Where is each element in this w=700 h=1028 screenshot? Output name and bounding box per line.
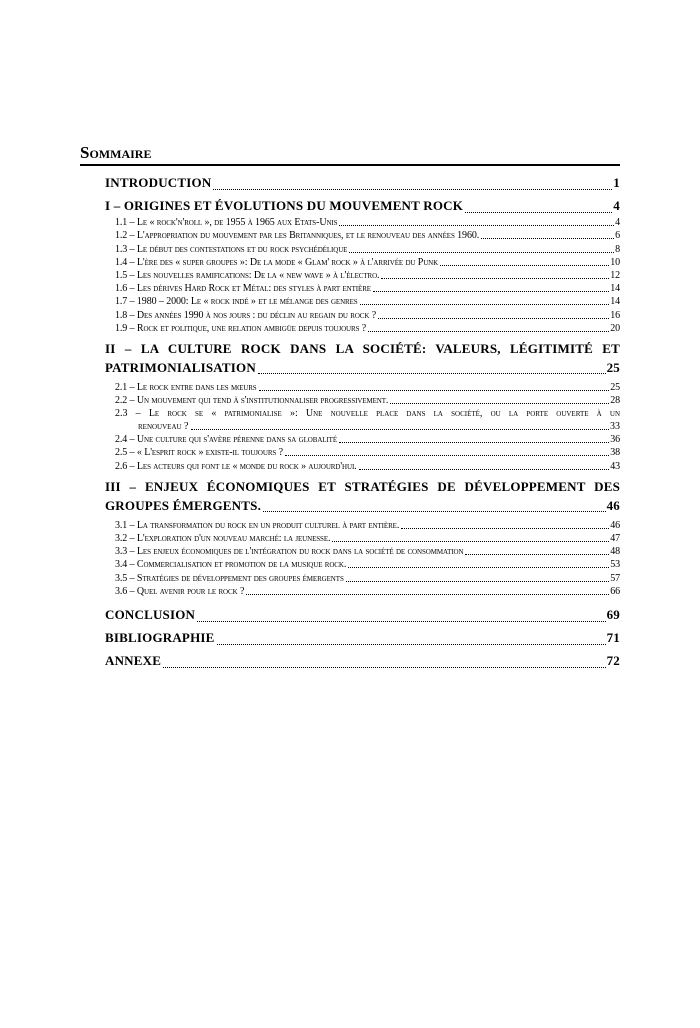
toc-label: 3.5 – Stratégies de développement des groupes émergents: [115, 572, 344, 584]
toc-subentry[interactable]: [105, 446, 620, 459]
toc-page: 12: [610, 269, 620, 281]
toc-label: I – ORIGINES ET ÉVOLUTIONS DU MOUVEMENT ROCK: [105, 198, 464, 213]
dot-leader: [191, 429, 610, 430]
toc-page: 38: [610, 447, 620, 459]
toc-label: 1.2 – L'appropriation du mouvement par les Britanniques, et le renouveau des années 1960.: [115, 230, 480, 242]
dot-leader: [373, 291, 609, 292]
toc-subentry[interactable]: [105, 585, 620, 598]
toc-page: 57: [610, 572, 620, 584]
dot-leader: [246, 594, 609, 595]
toc-subentry[interactable]: [105, 282, 620, 295]
toc-subentry[interactable]: [105, 394, 620, 407]
toc-entry-introduction[interactable]: [105, 170, 620, 193]
toc-page: 14: [610, 296, 620, 308]
toc-page: 43: [610, 460, 620, 472]
toc-subentry[interactable]: [105, 558, 620, 571]
dot-leader: [360, 304, 610, 305]
toc-subentry[interactable]: [105, 407, 620, 433]
dot-leader: [390, 403, 609, 404]
toc-page: 66: [610, 585, 620, 597]
toc-label: 2.1 – Le rock entre dans les mœurs: [115, 381, 257, 393]
dot-leader: [465, 554, 609, 555]
toc-label: 1.9 – Rock et politique, une relation ambigüe depuis toujours ?: [115, 322, 367, 334]
toc-label: INTRODUCTION: [105, 175, 212, 190]
toc-page: 16: [610, 309, 620, 321]
toc-subentry[interactable]: [105, 242, 620, 255]
toc-subentry[interactable]: [105, 381, 620, 394]
dot-leader: [332, 541, 609, 542]
toc-label: 3.6 – Quel avenir pour le rock ?: [115, 585, 245, 597]
toc-label: 2.2 – Un mouvement qui tend à s'institutionnaliser progressivement.: [115, 395, 389, 407]
dot-leader: [285, 455, 609, 456]
toc-page: 69: [606, 606, 620, 622]
toc-label-continued: renouveau ?: [138, 421, 189, 433]
toc-subentry[interactable]: [105, 545, 620, 558]
dot-leader: [349, 252, 614, 253]
toc-label: 1.1 – Le « rock'n'roll », de 1955 à 1965 aux Etats-Unis: [115, 217, 338, 229]
part2-subsections: [105, 381, 620, 473]
toc-label: 1.3 – Le début des contestations et du rock psychédélique: [115, 243, 348, 255]
toc-label-continued: GROUPES ÉMERGENTS.: [105, 497, 262, 513]
toc-subentry[interactable]: [105, 433, 620, 446]
dot-leader: [213, 189, 612, 190]
dot-leader: [339, 442, 609, 443]
dot-leader: [197, 621, 605, 622]
toc-subentry[interactable]: [105, 532, 620, 545]
toc-subentry[interactable]: [105, 269, 620, 282]
toc-label: 1.7 – 1980 – 2000: Le « rock indé » et le mélange des genres: [115, 296, 358, 308]
dot-leader: [163, 667, 605, 668]
toc-page: 46: [606, 497, 620, 513]
dot-leader: [401, 528, 609, 529]
toc-label: III – ENJEUX ÉCONOMIQUES ET STRATÉGIES DE DÉVELOPPEMENT DES: [105, 478, 620, 494]
toc-page: 25: [606, 359, 620, 375]
table-of-contents: [105, 170, 620, 671]
toc-page: 14: [610, 283, 620, 295]
toc-label: 2.6 – Les acteurs qui font le « monde du rock » aujourd'hui.: [115, 460, 357, 472]
toc-subentry[interactable]: [105, 571, 620, 584]
toc-page: 1: [613, 175, 620, 190]
toc-label-continued: PATRIMONIALISATION: [105, 359, 256, 375]
dot-leader: [465, 212, 612, 213]
dot-leader: [258, 373, 606, 374]
toc-page: 46: [610, 519, 620, 531]
toc-label: ANNEXE: [105, 652, 162, 668]
toc-page: 6: [615, 230, 620, 242]
toc-label: 1.8 – Des années 1990 à nos jours : du déclin au regain du rock ?: [115, 309, 377, 321]
toc-page: 4: [613, 198, 620, 213]
part3-subsections: [105, 519, 620, 598]
toc-page: 8: [615, 243, 620, 255]
toc-subentry[interactable]: [105, 229, 620, 242]
toc-entry-part1[interactable]: [105, 193, 620, 216]
toc-entry-bibliographie[interactable]: [105, 625, 620, 648]
toc-entry-part3[interactable]: [105, 477, 620, 515]
toc-label: 2.5 – « L'esprit rock » existe-il toujours ?: [115, 447, 283, 459]
toc-label: 3.4 – Commercialisation et promotion de la musique rock.: [115, 559, 347, 571]
toc-page: 72: [606, 652, 620, 668]
dot-leader: [339, 225, 614, 226]
dot-leader: [346, 581, 609, 582]
toc-label: 1.4 – L'ère des « super groupes »: De la mode « Glam' rock » à l'arrivée du Punk: [115, 256, 439, 268]
toc-label: 1.5 – Les nouvelles ramifications: De la « new wave » à l'électro.: [115, 269, 380, 281]
toc-label: 3.2 – L'exploration d'un nouveau marché: la jeunesse.: [115, 533, 331, 544]
dot-leader: [481, 238, 614, 239]
toc-page: 20: [610, 322, 620, 334]
part1-subsections: [105, 216, 620, 335]
toc-page: 71: [606, 629, 620, 645]
toc-label: BIBLIOGRAPHIE: [105, 629, 215, 645]
toc-label: 2.3 – Le rock se « patrimonialise »: Une nouvelle place dans la société, ou la porte ouverte à un: [115, 408, 620, 420]
toc-subentry[interactable]: [105, 459, 620, 472]
toc-label: II – LA CULTURE ROCK DANS LA SOCIÉTÉ: VALEURS, LÉGITIMITÉ ET: [105, 340, 620, 356]
toc-label: 2.4 – Une culture qui s'avère pérenne dans sa globalité: [115, 434, 338, 446]
toc-page: 4: [615, 217, 620, 229]
dot-leader: [217, 644, 606, 645]
toc-subentry[interactable]: [105, 295, 620, 308]
toc-page: 28: [610, 395, 620, 407]
toc-entry-annexe[interactable]: [105, 648, 620, 671]
toc-subentry[interactable]: [105, 216, 620, 229]
dot-leader: [348, 567, 609, 568]
toc-entry-part2[interactable]: [105, 339, 620, 377]
dot-leader: [381, 278, 609, 279]
dot-leader: [368, 331, 609, 332]
toc-subentry[interactable]: [105, 308, 620, 321]
page-title: Sommaire: [80, 143, 620, 166]
dot-leader: [378, 318, 609, 319]
toc-subentry[interactable]: [105, 519, 620, 532]
toc-page: 25: [610, 381, 620, 393]
toc-subentry[interactable]: [105, 256, 620, 269]
toc-label: 3.3 – Les enjeux économiques de l'intégration du rock dans la société de consommation: [115, 546, 464, 558]
dot-leader: [440, 265, 609, 266]
toc-label: 1.6 – Les dérives Hard Rock et Métal: des styles à part entière: [115, 283, 371, 295]
toc-page: 36: [610, 434, 620, 446]
toc-subentry[interactable]: [105, 322, 620, 335]
toc-page: 47: [610, 533, 620, 544]
toc-label: 3.1 – La transformation du rock en un produit culturel à part entière.: [115, 519, 400, 531]
toc-label: CONCLUSION: [105, 606, 196, 622]
toc-page: 48: [610, 546, 620, 558]
dot-leader: [259, 390, 610, 391]
toc-page: 10: [610, 256, 620, 268]
toc-entry-conclusion[interactable]: [105, 602, 620, 625]
dot-leader: [359, 469, 610, 470]
toc-page: 53: [610, 559, 620, 571]
dot-leader: [263, 511, 606, 512]
toc-page: 33: [610, 421, 620, 433]
